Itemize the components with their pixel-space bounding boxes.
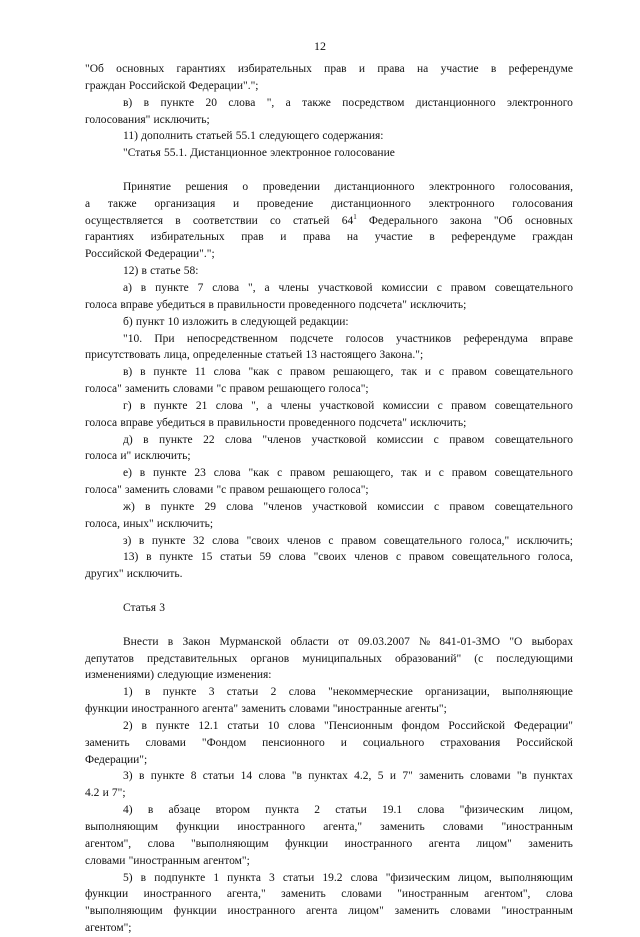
text-line: выполняющим функции иностранного агента," заменить словами "иностранным bbox=[85, 820, 573, 833]
text-line: б) пункт 10 изложить в следующей редакции: bbox=[123, 315, 349, 328]
text-line: 4) в абзаце втором пункта 2 статьи 19.1 слова "физическим лицом, bbox=[123, 804, 573, 817]
text-line: а) в пункте 7 слова ", а члены участковой комиссии с правом совещательного bbox=[123, 281, 573, 294]
text-line: граждан Российской Федерации"."; bbox=[85, 79, 259, 92]
text-line: "Об основных гарантиях избирательных прав и права на участие в референдуме bbox=[85, 63, 573, 75]
text-line: Принятие решения о проведении дистанционного электронного голосования, bbox=[123, 180, 573, 193]
text-line: голоса и" исключить; bbox=[85, 450, 191, 463]
text-line: осуществляется в соответствии со статьей $64^1$ Федерального закона "Об основных bbox=[85, 212, 573, 227]
text-line: е) в пункте 23 слова "как с правом решающего, так и с правом совещательного bbox=[123, 467, 573, 480]
text-line: голоса вправе убедиться в правильности проведенного подсчета" исключить; bbox=[85, 298, 467, 311]
text-line: голосования" исключить; bbox=[85, 113, 210, 126]
text-line: в) в пункте 11 слова "как с правом решающего, так и с правом совещательного bbox=[123, 366, 573, 379]
text-line: функции иностранного агента," заменить словами "иностранным агентом", слова bbox=[85, 888, 573, 901]
text-line: в) в пункте 20 слова ", а также посредством дистанционного электронного bbox=[123, 96, 573, 109]
text-line: з) в пункте 32 слова "своих членов с правом совещательного голоса," исключить; bbox=[123, 534, 573, 547]
text-line: Статья 3 bbox=[123, 602, 165, 614]
text-line: д) в пункте 22 слова "членов участковой комиссии с правом совещательного bbox=[123, 433, 573, 446]
page-number: 12 bbox=[314, 39, 326, 53]
text-line: а также организация и проведение дистанционного электронного голосования bbox=[85, 197, 573, 210]
text-line: заменить словами "Фондом пенсионного и социального страхования Российской bbox=[85, 736, 573, 749]
text-line: изменениями) следующие изменения: bbox=[85, 669, 272, 682]
text-line: 4.2 и 7"; bbox=[85, 787, 126, 800]
text-line: Российской Федерации"."; bbox=[85, 248, 215, 261]
text-line: "выполняющим функции иностранного агента лицом" заменить словами "иностранным bbox=[85, 905, 573, 918]
text-line: агентом", слова "выполняющим функции иностранного агента лицом" заменить bbox=[85, 837, 573, 850]
text-line: "10. При непосредственном подсчете голосов участников референдума вправе bbox=[123, 332, 573, 345]
text-line: других" исключить. bbox=[85, 568, 183, 581]
text-line: гарантиях избирательных прав и права на участие в референдуме граждан bbox=[85, 231, 573, 244]
text-line: 1) в пункте 3 статьи 2 слова "некоммерческие организации, выполняющие bbox=[123, 686, 573, 699]
text-line: Внести в Закон Мурманской области от 09.03.2007 № 841-01-ЗМО "О выборах bbox=[123, 635, 573, 648]
text-line: голоса" заменить словами "с правом решающего голоса"; bbox=[85, 383, 369, 396]
text-line: голоса" заменить словами "с правом решающего голоса"; bbox=[85, 484, 369, 497]
text-line: агентом"; bbox=[85, 922, 132, 935]
text-line: депутатов представительных органов муниципальных образований" (с последующими bbox=[85, 652, 573, 665]
text-line: словами "иностранным агентом"; bbox=[85, 854, 250, 867]
text-line: 2) в пункте 12.1 статьи 10 слова "Пенсионным фондом Российской Федерации" bbox=[123, 719, 573, 732]
document-body bbox=[85, 61, 573, 937]
text-line: присутствовать лица, определенные статьей 13 настоящего Закона."; bbox=[85, 349, 424, 362]
text-line: голоса, иных" исключить; bbox=[85, 517, 214, 530]
text-line: Федерации"; bbox=[85, 753, 148, 766]
text-line: г) в пункте 21 слова ", а члены участковой комиссии с правом совещательного bbox=[123, 399, 573, 412]
text-line: ж) в пункте 29 слова "членов участковой комиссии с правом совещательного bbox=[123, 500, 573, 513]
text-line: 3) в пункте 8 статьи 14 слова "в пунктах 4.2, 5 и 7" заменить словами "в пунктах bbox=[123, 770, 573, 783]
text-line: 12) в статье 58: bbox=[123, 265, 199, 278]
text-line: 5) в подпункте 1 пункта 3 статьи 19.2 слова "физическим лицом, выполняющим bbox=[123, 871, 573, 884]
text-line: 13) в пункте 15 статьи 59 слова "своих членов с правом совещательного голоса, bbox=[123, 551, 573, 564]
text-line: функции иностранного агента" заменить словами "иностранные агенты"; bbox=[85, 703, 447, 716]
text-line: 11) дополнить статьей 55.1 следующего содержания: bbox=[123, 130, 384, 143]
text-line: "Статья 55.1. Дистанционное электронное голосование bbox=[123, 147, 395, 160]
text-line: голоса вправе убедиться в правильности проведенного подсчета" исключить; bbox=[85, 416, 467, 429]
